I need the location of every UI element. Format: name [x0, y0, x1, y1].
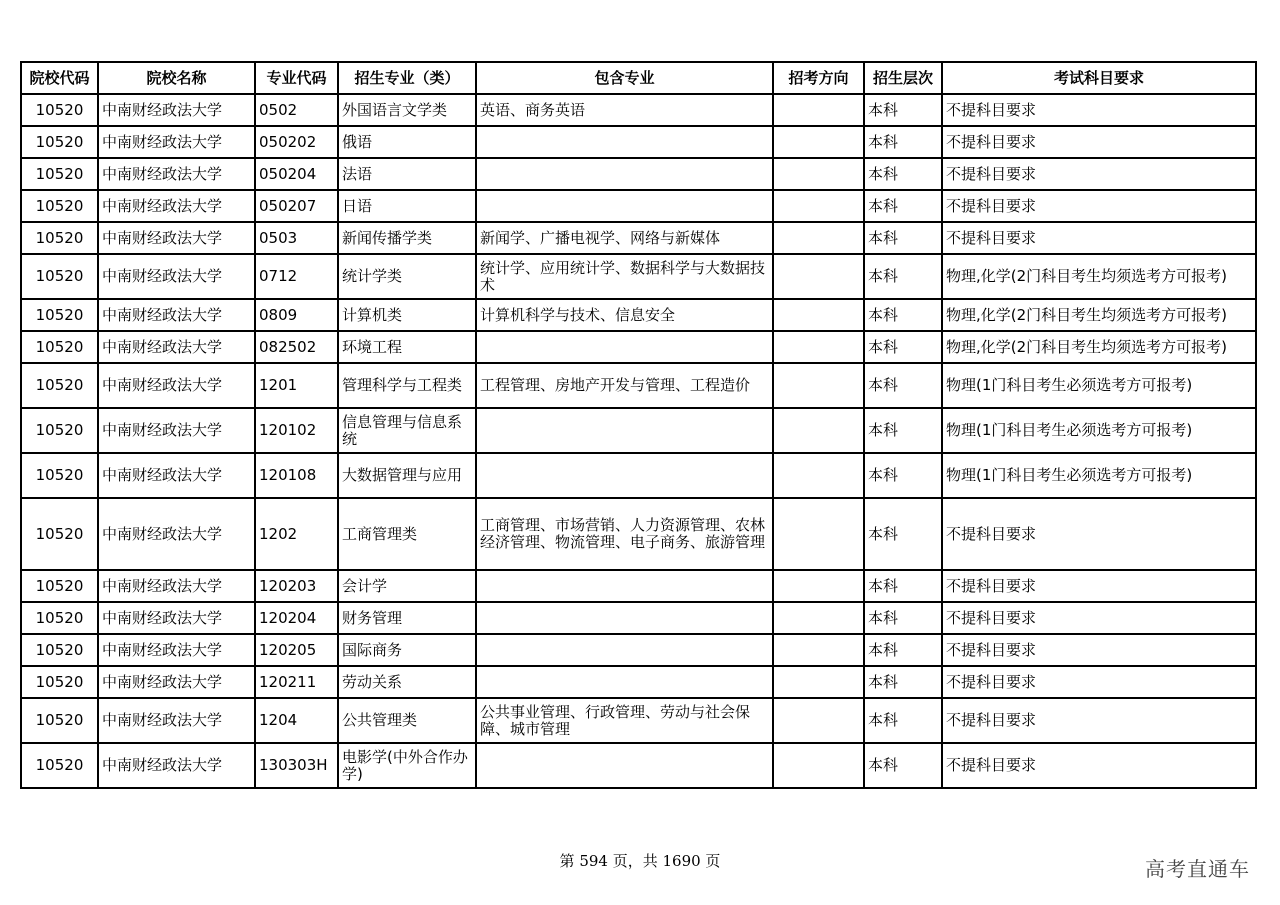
cell-direction	[773, 498, 864, 570]
cell-code: 10520	[21, 222, 98, 254]
cell-req: 不提科目要求	[942, 743, 1256, 788]
cell-major-code: 0809	[255, 299, 338, 331]
cell-level: 本科	[864, 408, 942, 453]
header-cell: 招生专业（类）	[338, 62, 476, 94]
cell-includes: 英语、商务英语	[476, 94, 773, 126]
cell-includes	[476, 408, 773, 453]
cell-req: 不提科目要求	[942, 126, 1256, 158]
cell-includes: 新闻学、广播电视学、网络与新媒体	[476, 222, 773, 254]
cell-includes	[476, 634, 773, 666]
cell-includes: 公共事业管理、行政管理、劳动与社会保障、城市管理	[476, 698, 773, 743]
cell-includes	[476, 126, 773, 158]
cell-code: 10520	[21, 634, 98, 666]
cell-major-code: 0502	[255, 94, 338, 126]
cell-includes: 工程管理、房地产开发与管理、工程造价	[476, 363, 773, 408]
cell-req: 不提科目要求	[942, 222, 1256, 254]
cell-school: 中南财经政法大学	[98, 570, 255, 602]
cell-level: 本科	[864, 94, 942, 126]
cell-school: 中南财经政法大学	[98, 299, 255, 331]
cell-major: 会计学	[338, 570, 476, 602]
table-row	[21, 634, 1256, 666]
cell-school: 中南财经政法大学	[98, 363, 255, 408]
cell-code: 10520	[21, 570, 98, 602]
cell-school: 中南财经政法大学	[98, 453, 255, 498]
table-row	[21, 299, 1256, 331]
cell-school: 中南财经政法大学	[98, 126, 255, 158]
cell-includes	[476, 453, 773, 498]
header-cell: 包含专业	[476, 62, 773, 94]
table-row	[21, 698, 1256, 743]
cell-includes: 计算机科学与技术、信息安全	[476, 299, 773, 331]
cell-major: 计算机类	[338, 299, 476, 331]
cell-school: 中南财经政法大学	[98, 698, 255, 743]
page-number: 第 594 页，共 1690 页	[559, 852, 721, 870]
cell-school: 中南财经政法大学	[98, 94, 255, 126]
cell-req: 物理,化学(2门科目考生均须选考方可报考)	[942, 299, 1256, 331]
cell-req: 不提科目要求	[942, 602, 1256, 634]
cell-level: 本科	[864, 222, 942, 254]
cell-major: 电影学(中外合作办学)	[338, 743, 476, 788]
cell-major-code: 120204	[255, 602, 338, 634]
cell-school: 中南财经政法大学	[98, 498, 255, 570]
table-row	[21, 743, 1256, 788]
cell-code: 10520	[21, 94, 98, 126]
cell-level: 本科	[864, 602, 942, 634]
cell-code: 10520	[21, 331, 98, 363]
cell-major-code: 082502	[255, 331, 338, 363]
cell-code: 10520	[21, 666, 98, 698]
cell-req: 物理,化学(2门科目考生均须选考方可报考)	[942, 331, 1256, 363]
cell-level: 本科	[864, 299, 942, 331]
cell-level: 本科	[864, 453, 942, 498]
cell-major: 管理科学与工程类	[338, 363, 476, 408]
cell-school: 中南财经政法大学	[98, 254, 255, 299]
cell-code: 10520	[21, 602, 98, 634]
cell-major-code: 120102	[255, 408, 338, 453]
cell-direction	[773, 254, 864, 299]
cell-code: 10520	[21, 453, 98, 498]
cell-direction	[773, 299, 864, 331]
cell-code: 10520	[21, 498, 98, 570]
table-row	[21, 498, 1256, 570]
cell-major-code: 1204	[255, 698, 338, 743]
cell-level: 本科	[864, 254, 942, 299]
cell-code: 10520	[21, 158, 98, 190]
cell-includes: 统计学、应用统计学、数据科学与大数据技术	[476, 254, 773, 299]
cell-major: 财务管理	[338, 602, 476, 634]
cell-school: 中南财经政法大学	[98, 666, 255, 698]
cell-includes	[476, 666, 773, 698]
cell-direction	[773, 126, 864, 158]
cell-level: 本科	[864, 570, 942, 602]
table-row	[21, 331, 1256, 363]
cell-level: 本科	[864, 363, 942, 408]
cell-req: 不提科目要求	[942, 698, 1256, 743]
cell-school: 中南财经政法大学	[98, 408, 255, 453]
cell-includes	[476, 602, 773, 634]
cell-direction	[773, 570, 864, 602]
cell-major: 外国语言文学类	[338, 94, 476, 126]
cell-major: 日语	[338, 190, 476, 222]
cell-direction	[773, 743, 864, 788]
cell-major: 环境工程	[338, 331, 476, 363]
table-row	[21, 602, 1256, 634]
cell-req: 物理(1门科目考生必须选考方可报考)	[942, 363, 1256, 408]
cell-direction	[773, 222, 864, 254]
header-cell: 专业代码	[255, 62, 338, 94]
cell-code: 10520	[21, 299, 98, 331]
table-row	[21, 126, 1256, 158]
cell-major-code: 050204	[255, 158, 338, 190]
cell-school: 中南财经政法大学	[98, 634, 255, 666]
cell-direction	[773, 331, 864, 363]
cell-major: 国际商务	[338, 634, 476, 666]
cell-major: 统计学类	[338, 254, 476, 299]
cell-req: 不提科目要求	[942, 94, 1256, 126]
cell-direction	[773, 453, 864, 498]
cell-major-code: 1201	[255, 363, 338, 408]
cell-major: 信息管理与信息系统	[338, 408, 476, 453]
cell-level: 本科	[864, 698, 942, 743]
admission-table	[20, 61, 1257, 789]
cell-direction	[773, 190, 864, 222]
cell-major-code: 120108	[255, 453, 338, 498]
cell-code: 10520	[21, 190, 98, 222]
cell-req: 不提科目要求	[942, 634, 1256, 666]
header-cell: 招生层次	[864, 62, 942, 94]
table-row	[21, 570, 1256, 602]
cell-code: 10520	[21, 254, 98, 299]
cell-major-code: 130303H	[255, 743, 338, 788]
cell-direction	[773, 158, 864, 190]
table-row	[21, 453, 1256, 498]
table-row	[21, 363, 1256, 408]
cell-major-code: 120203	[255, 570, 338, 602]
cell-direction	[773, 94, 864, 126]
cell-school: 中南财经政法大学	[98, 743, 255, 788]
cell-major-code: 120205	[255, 634, 338, 666]
cell-direction	[773, 698, 864, 743]
cell-req: 物理(1门科目考生必须选考方可报考)	[942, 408, 1256, 453]
cell-school: 中南财经政法大学	[98, 602, 255, 634]
cell-direction	[773, 602, 864, 634]
cell-major: 法语	[338, 158, 476, 190]
cell-level: 本科	[864, 666, 942, 698]
cell-req: 不提科目要求	[942, 190, 1256, 222]
cell-includes	[476, 190, 773, 222]
header-cell: 院校代码	[21, 62, 98, 94]
cell-major-code: 1202	[255, 498, 338, 570]
cell-code: 10520	[21, 743, 98, 788]
cell-school: 中南财经政法大学	[98, 158, 255, 190]
cell-req: 物理,化学(2门科目考生均须选考方可报考)	[942, 254, 1256, 299]
cell-level: 本科	[864, 634, 942, 666]
cell-includes: 工商管理、市场营销、人力资源管理、农林经济管理、物流管理、电子商务、旅游管理	[476, 498, 773, 570]
cell-major: 俄语	[338, 126, 476, 158]
cell-code: 10520	[21, 126, 98, 158]
cell-level: 本科	[864, 126, 942, 158]
table-row	[21, 666, 1256, 698]
cell-level: 本科	[864, 498, 942, 570]
cell-includes	[476, 743, 773, 788]
header-cell: 招考方向	[773, 62, 864, 94]
cell-direction	[773, 634, 864, 666]
table-row	[21, 94, 1256, 126]
cell-direction	[773, 408, 864, 453]
cell-includes	[476, 570, 773, 602]
header-row	[21, 62, 1256, 94]
cell-major: 大数据管理与应用	[338, 453, 476, 498]
cell-major: 新闻传播学类	[338, 222, 476, 254]
cell-code: 10520	[21, 698, 98, 743]
cell-direction	[773, 666, 864, 698]
header-cell: 院校名称	[98, 62, 255, 94]
cell-includes	[476, 158, 773, 190]
cell-code: 10520	[21, 363, 98, 408]
table-row	[21, 254, 1256, 299]
cell-direction	[773, 363, 864, 408]
cell-level: 本科	[864, 158, 942, 190]
table-row	[21, 222, 1256, 254]
cell-major-code: 0712	[255, 254, 338, 299]
cell-req: 不提科目要求	[942, 498, 1256, 570]
cell-major: 工商管理类	[338, 498, 476, 570]
cell-school: 中南财经政法大学	[98, 222, 255, 254]
cell-major-code: 0503	[255, 222, 338, 254]
table-row	[21, 158, 1256, 190]
cell-level: 本科	[864, 331, 942, 363]
table-row	[21, 190, 1256, 222]
cell-level: 本科	[864, 190, 942, 222]
cell-code: 10520	[21, 408, 98, 453]
cell-includes	[476, 331, 773, 363]
cell-req: 不提科目要求	[942, 570, 1256, 602]
cell-req: 物理(1门科目考生必须选考方可报考)	[942, 453, 1256, 498]
header-cell: 考试科目要求	[942, 62, 1256, 94]
cell-school: 中南财经政法大学	[98, 190, 255, 222]
cell-major: 劳动关系	[338, 666, 476, 698]
table-row	[21, 408, 1256, 453]
watermark: 高考直通车	[1145, 857, 1250, 881]
cell-level: 本科	[864, 743, 942, 788]
cell-major-code: 120211	[255, 666, 338, 698]
cell-major-code: 050202	[255, 126, 338, 158]
cell-major: 公共管理类	[338, 698, 476, 743]
cell-school: 中南财经政法大学	[98, 331, 255, 363]
cell-req: 不提科目要求	[942, 158, 1256, 190]
cell-major-code: 050207	[255, 190, 338, 222]
cell-req: 不提科目要求	[942, 666, 1256, 698]
